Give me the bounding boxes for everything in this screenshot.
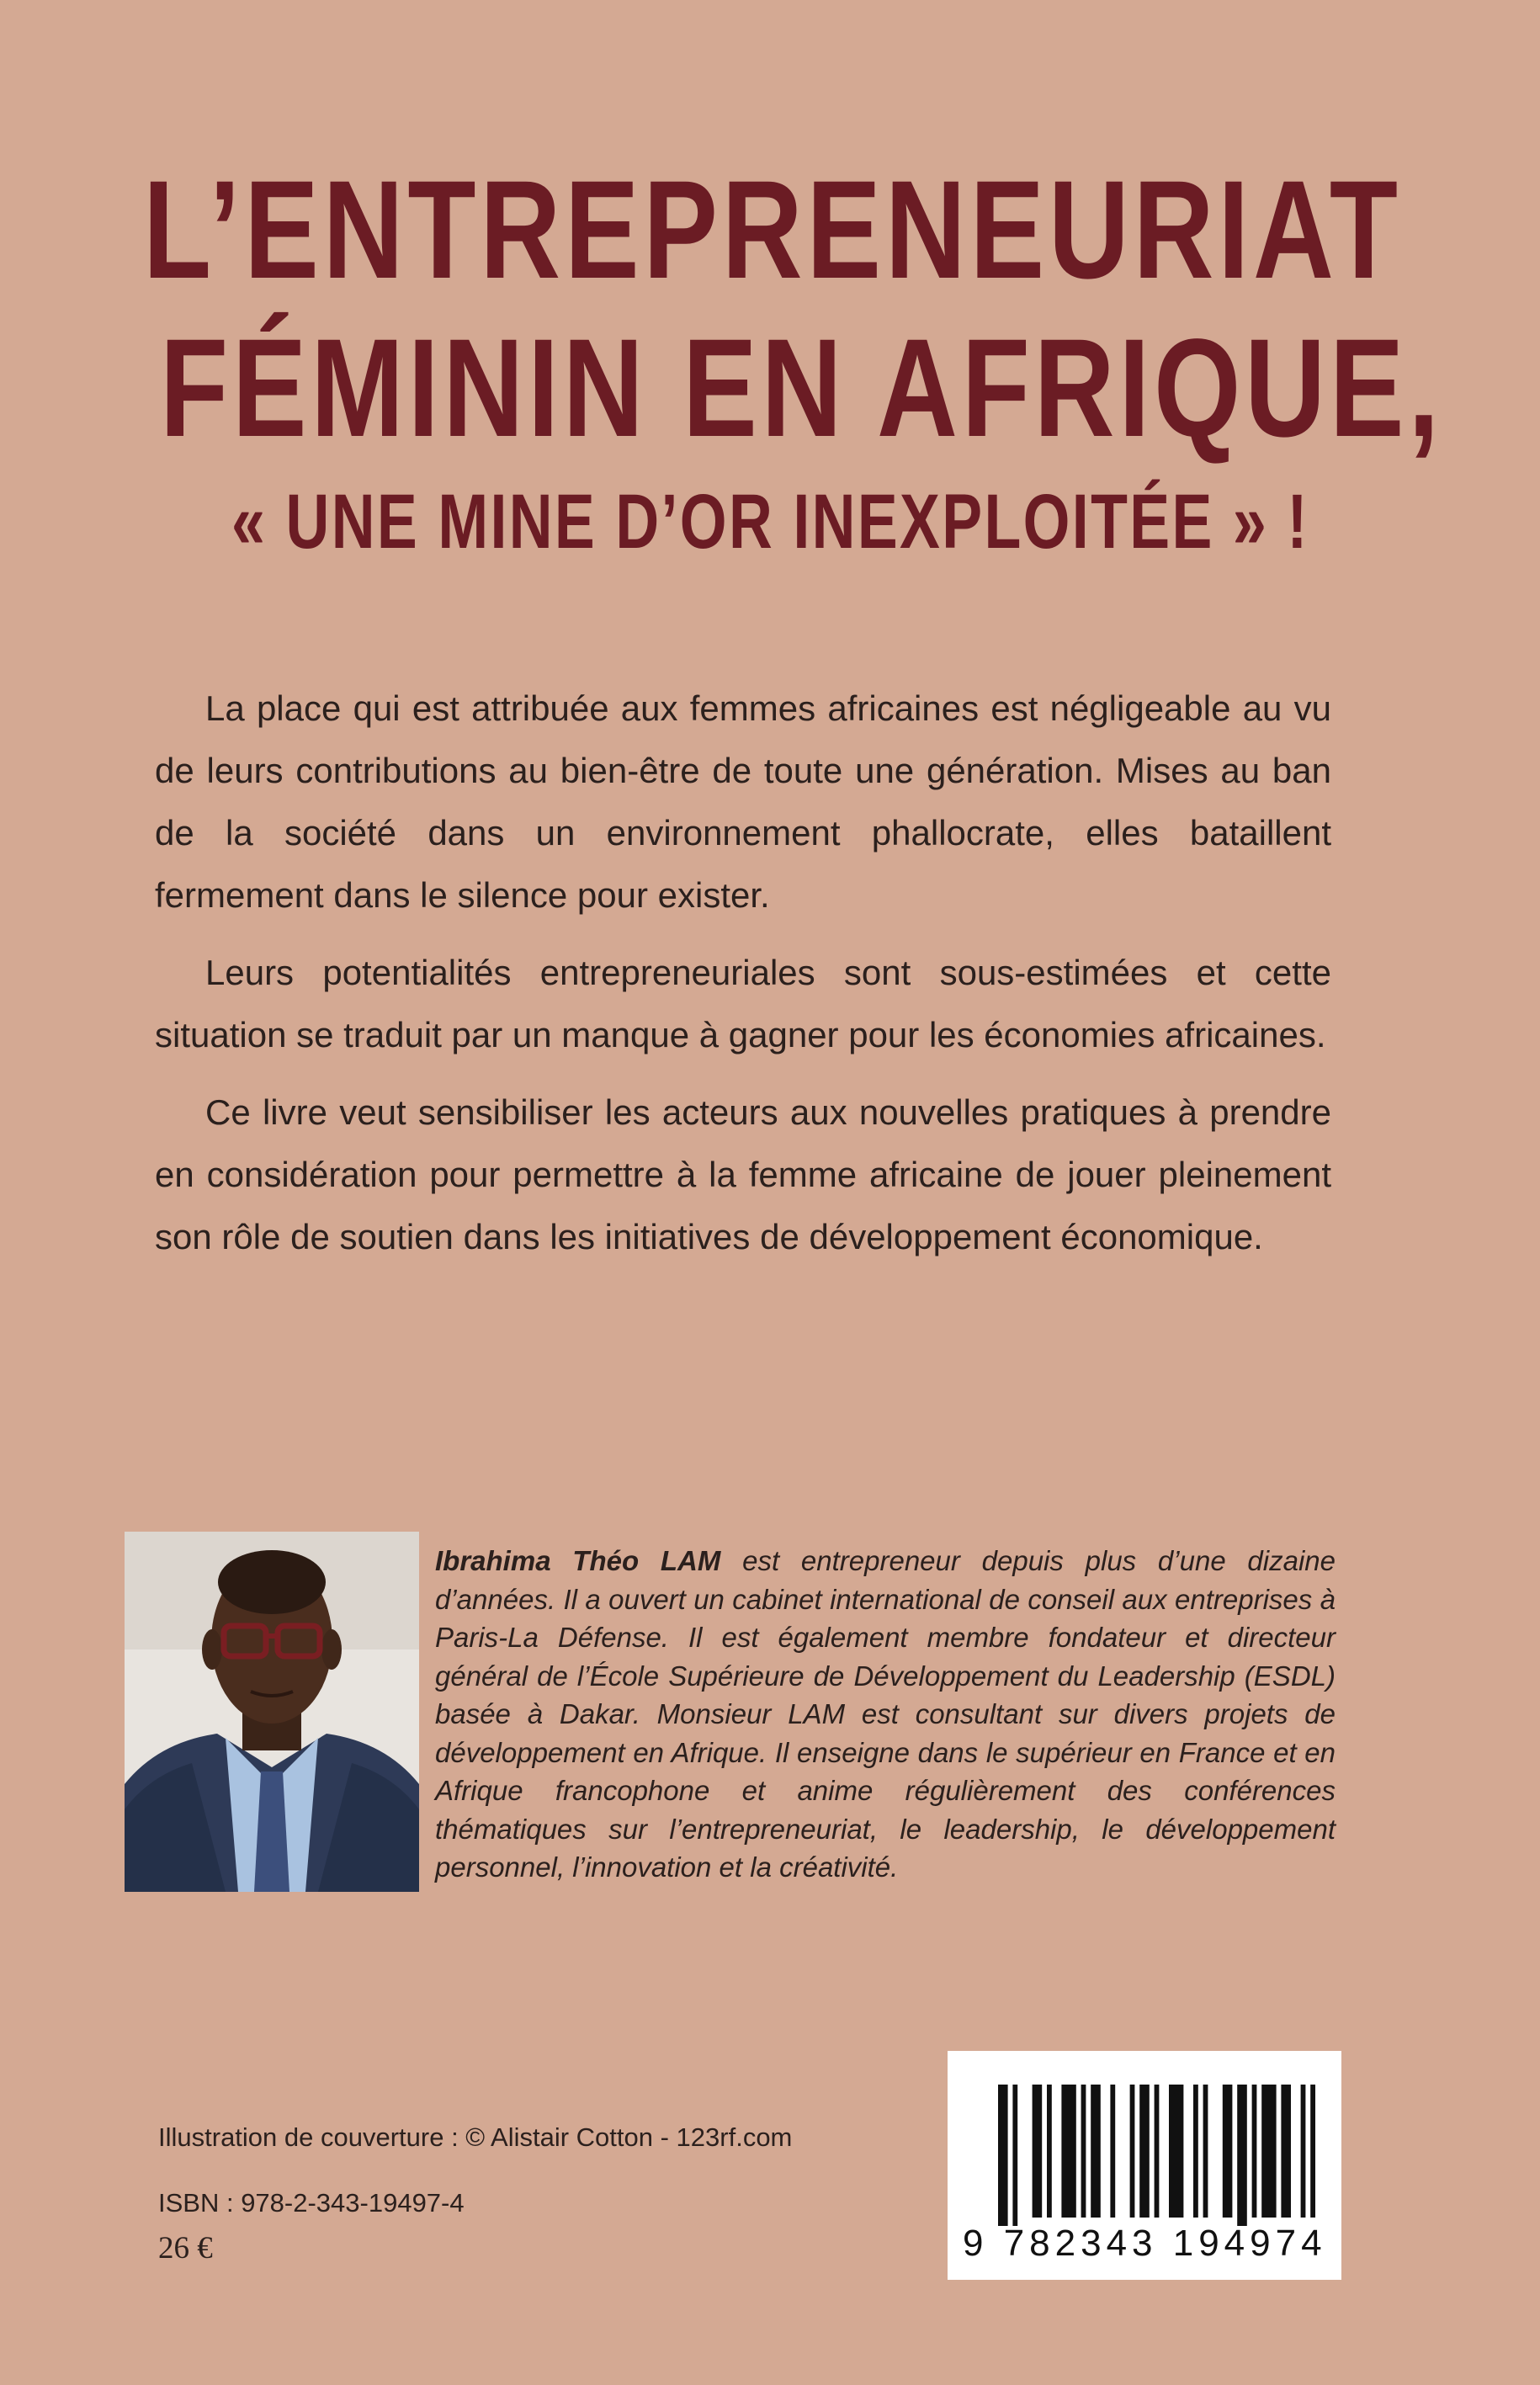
- author-bio-text: est entrepreneur depuis plus d’une dizaine d’années. Il a ouvert un cabinet international de conseil aux entreprises à Paris-La Défense. Il est également membre fondateur et directeur général de l’École Supérieure de Développement du Leadership (ESDL) basée à Dakar. Monsieur LAM est consultant sur divers projets de développement en Afrique. Il enseigne dans le supérieur en France et en Afrique francophone et anime régulièrement des conférences thématiques sur l’entrepreneuriat, le leadership, le développement personnel, l’innovation et la créativité.: [435, 1545, 1336, 1883]
- barcode-bar: [1310, 2085, 1315, 2218]
- author-photo: [125, 1532, 419, 1892]
- barcode-bar: [1261, 2085, 1276, 2218]
- barcode-bar: [1223, 2085, 1233, 2218]
- barcode-bar: [1193, 2085, 1198, 2218]
- barcode-bar: [1091, 2085, 1101, 2218]
- barcode-digits: 9 782343 194974: [963, 2223, 1327, 2264]
- barcode-bar: [1281, 2085, 1291, 2218]
- blurb-paragraph: Ce livre veut sensibiliser les acteurs aux nouvelles pratiques à prendre en considération pour permettre à la femme africaine de jouer pleinement son rôle de soutien dans les initiatives de développement économique.: [155, 1092, 1331, 1256]
- barcode-bar: [1033, 2085, 1043, 2218]
- barcode-bar: [1130, 2085, 1135, 2218]
- author-bio: [435, 1542, 1336, 1887]
- barcode-bar: [1139, 2085, 1150, 2218]
- blurb-paragraph: Leurs potentialités entrepreneuriales sont sous-estimées et cette situation se traduit par un manque à gagner pour les économies africaines.: [155, 953, 1331, 1054]
- barcode-bar: [1252, 2085, 1257, 2218]
- barcode-bar: [1012, 2085, 1017, 2226]
- barcode-bar: [998, 2085, 1008, 2226]
- barcode-bar: [1203, 2085, 1208, 2218]
- cover-illustration-credit: Illustration de couverture : © Alistair Cotton - 123rf.com: [158, 2122, 793, 2152]
- author-portrait-illustration: [125, 1532, 419, 1892]
- isbn: ISBN : 978-2-343-19497-4: [158, 2188, 465, 2218]
- title-line-1: L’ENTREPRENEURIAT: [143, 152, 1402, 308]
- barcode-bar: [1061, 2085, 1075, 2218]
- back-cover-blurb: [155, 677, 1331, 1283]
- blurb-paragraph: La place qui est attribuée aux femmes africaines est négligeable au vu de leurs contributions au bien-être de toute une génération. Mises au ban de la société dans un environnement phallocrate, elles bataillent fermement dans le silence pour exister.: [155, 688, 1331, 915]
- book-subtitle: « UNE MINE D’OR INEXPLOITÉE » !: [231, 479, 1309, 565]
- barcode-bar: [1047, 2085, 1052, 2218]
- barcode-bar: [1081, 2085, 1086, 2218]
- barcode-bar: [1155, 2085, 1160, 2218]
- author-name: Ibrahima Théo LAM: [435, 1545, 721, 1576]
- barcode-bar: [1169, 2085, 1183, 2218]
- barcode-bar: [1301, 2085, 1306, 2218]
- barcode-bar: [1110, 2085, 1115, 2218]
- title-line-2: FÉMININ EN AFRIQUE,: [160, 311, 1443, 466]
- book-title: [143, 151, 1443, 565]
- price: 26 €: [158, 2231, 213, 2265]
- barcode-bar: [1237, 2085, 1247, 2226]
- barcode: [948, 2051, 1341, 2280]
